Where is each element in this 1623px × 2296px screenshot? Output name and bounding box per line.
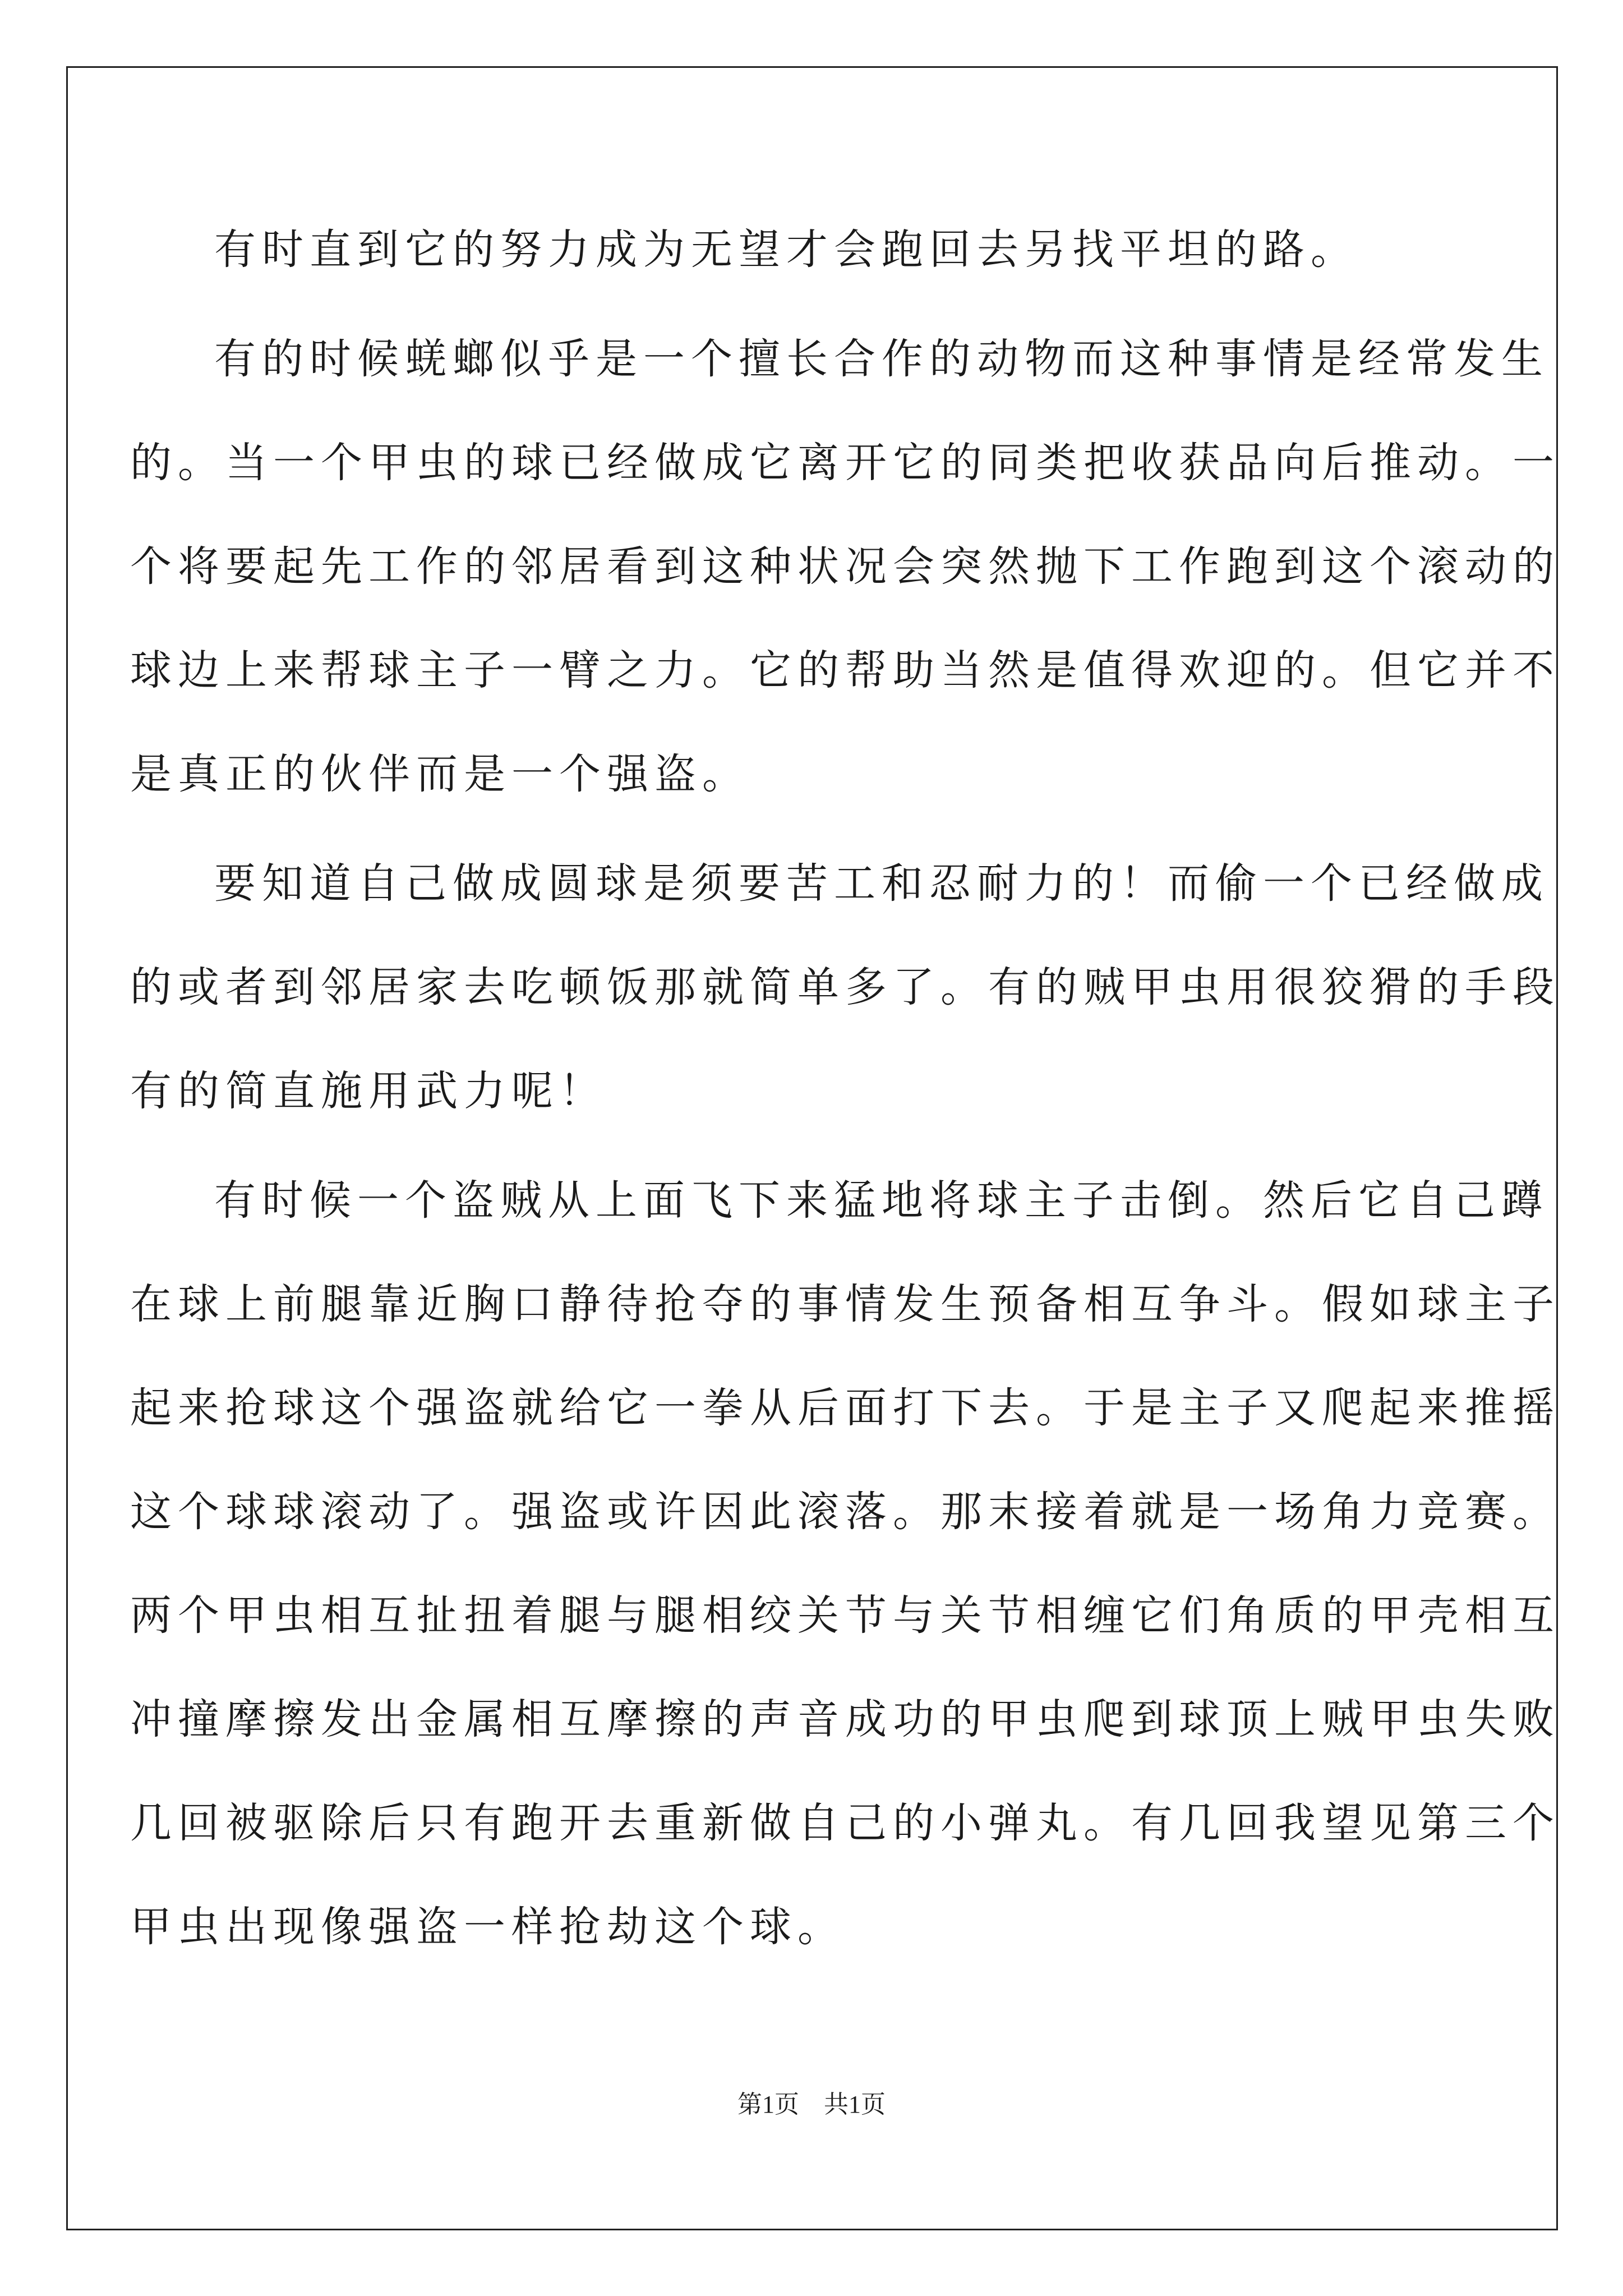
text-line: 的或者到邻居家去吃顿饭那就简单多了。有的贼甲虫用很狡猾的手段 (130, 963, 1560, 1011)
text-line: 要知道自己做成圆球是须要苦工和忍耐力的！而偷一个已经做成 (214, 859, 1549, 908)
text-line: 有的时候蜣螂似乎是一个擅长合作的动物而这种事情是经常发生 (214, 335, 1549, 383)
text-line: 几回被驱除后只有跑开去重新做自己的小弹丸。有几回我望见第三个 (130, 1799, 1560, 1847)
text-line: 在球上前腿靠近胸口静待抢夺的事情发生预备相互争斗。假如球主子 (130, 1280, 1560, 1328)
text-line: 有时直到它的努力成为无望才会跑回去另找平坦的路。 (214, 226, 1358, 274)
page-number-footer: 第1页 共1页 (737, 2091, 886, 2118)
text-line: 两个甲虫相互扯扭着腿与腿相绞关节与关节相缠它们角质的甲壳相互 (130, 1591, 1560, 1640)
text-line: 是真正的伙伴而是一个强盗。 (130, 750, 750, 798)
text-line: 有时候一个盗贼从上面飞下来猛地将球主子击倒。然后它自己蹲 (214, 1176, 1549, 1225)
text-line: 球边上来帮球主子一臂之力。它的帮助当然是值得欢迎的。但它并不 (130, 646, 1560, 694)
text-line: 个将要起先工作的邻居看到这种状况会突然抛下工作跑到这个滚动的 (130, 542, 1560, 591)
text-line: 甲虫出现像强盗一样抢劫这个球。 (130, 1903, 845, 1951)
text-line: 的。当一个甲虫的球已经做成它离开它的同类把收获品向后推动。一 (130, 439, 1560, 487)
text-line: 冲撞摩擦发出金属相互摩擦的声音成功的甲虫爬到球顶上贼甲虫失败 (130, 1695, 1560, 1743)
text-line: 起来抢球这个强盗就给它一拳从后面打下去。于是主子又爬起来推摇 (130, 1384, 1560, 1432)
text-line: 这个球球滚动了。强盗或许因此滚落。那末接着就是一场角力竞赛。 (130, 1488, 1560, 1536)
text-line: 有的简直施用武力呢！ (130, 1067, 607, 1115)
